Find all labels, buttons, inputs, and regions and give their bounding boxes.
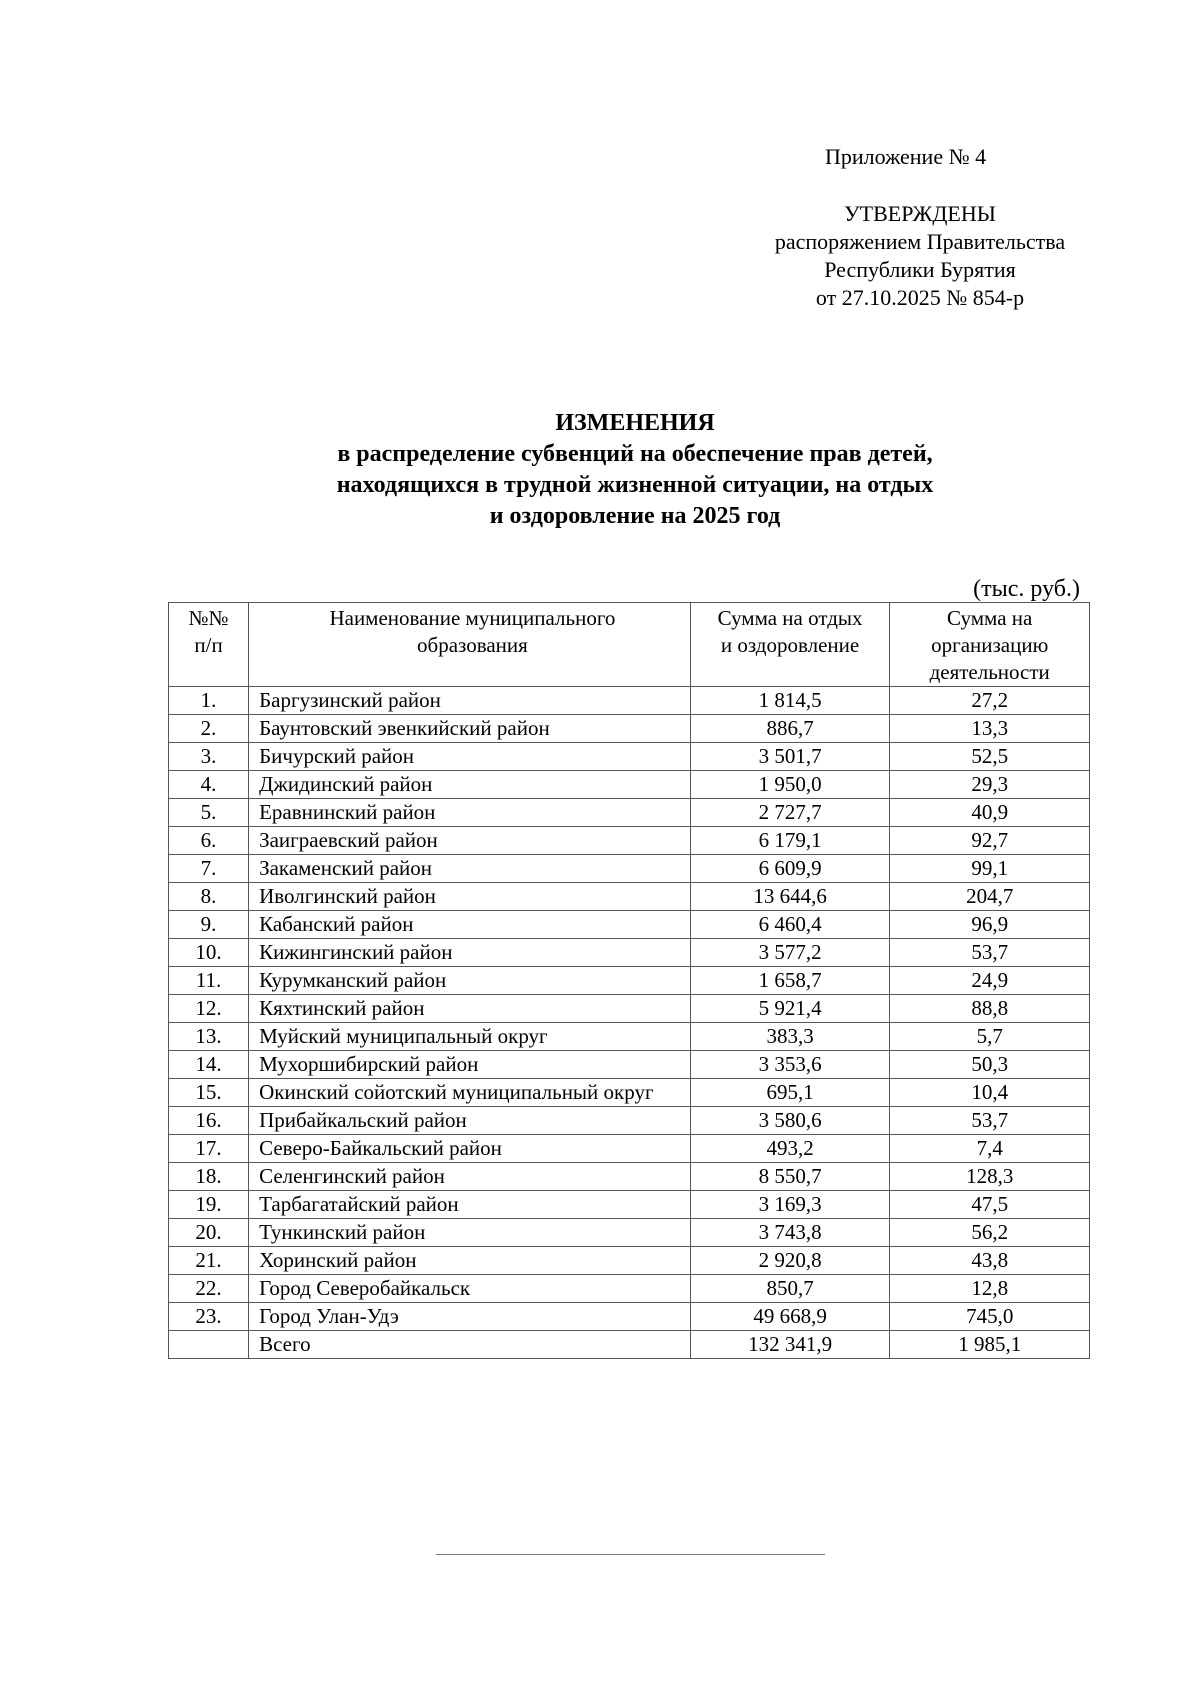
approval-line: от 27.10.2025 № 854-р	[815, 285, 1025, 310]
organization-sum-value: 52,5	[890, 743, 1090, 771]
organization-sum-value: 47,5	[890, 1191, 1090, 1219]
rest-sum-value: 1 950,0	[690, 771, 890, 799]
distribution-table	[168, 602, 1090, 1359]
rest-sum-value: 695,1	[690, 1079, 890, 1107]
row-number: 21.	[169, 1247, 249, 1275]
header-num	[169, 603, 249, 687]
row-number: 19.	[169, 1191, 249, 1219]
approval-line: распоряжением Правительства	[774, 229, 1066, 254]
table-row	[169, 799, 1090, 827]
table-body	[169, 687, 1090, 1359]
municipality-name: Кяхтинский район	[249, 995, 691, 1023]
organization-sum-value: 13,3	[890, 715, 1090, 743]
footer-divider	[436, 1554, 825, 1555]
rest-sum-value: 3 169,3	[690, 1191, 890, 1219]
rest-sum-value: 3 501,7	[690, 743, 890, 771]
municipality-name: Хоринский район	[249, 1247, 691, 1275]
rest-sum-value: 493,2	[690, 1135, 890, 1163]
table-row	[169, 771, 1090, 799]
header-num-line: п/п	[194, 633, 223, 657]
approval-line: Республики Бурятия	[824, 257, 1016, 282]
table-row	[169, 995, 1090, 1023]
organization-sum-value: 24,9	[890, 967, 1090, 995]
table-row	[169, 911, 1090, 939]
approval-block	[740, 200, 1100, 312]
organization-sum-value: 10,4	[890, 1079, 1090, 1107]
rest-sum-value: 886,7	[690, 715, 890, 743]
row-number: 8.	[169, 883, 249, 911]
row-number: 22.	[169, 1275, 249, 1303]
table-row	[169, 827, 1090, 855]
rest-sum-value: 1 658,7	[690, 967, 890, 995]
rest-sum-value: 1 814,5	[690, 687, 890, 715]
municipality-name: Еравнинский район	[249, 799, 691, 827]
municipality-name: Окинский сойотский муниципальный округ	[249, 1079, 691, 1107]
rest-sum-value: 850,7	[690, 1275, 890, 1303]
header-org-line: Сумма на	[947, 606, 1033, 630]
municipality-name: Город Северобайкальск	[249, 1275, 691, 1303]
approval-line: УТВЕРЖДЕНЫ	[844, 201, 996, 226]
municipality-name: Северо-Байкальский район	[249, 1135, 691, 1163]
organization-sum-value: 128,3	[890, 1163, 1090, 1191]
header-org	[890, 603, 1090, 687]
rest-sum-value: 383,3	[690, 1023, 890, 1051]
municipality-name: Бичурский район	[249, 743, 691, 771]
municipality-name: Тарбагатайский район	[249, 1191, 691, 1219]
table-header-row	[169, 603, 1090, 687]
table-row	[169, 1023, 1090, 1051]
table-row	[169, 1051, 1090, 1079]
rest-sum-value: 3 353,6	[690, 1051, 890, 1079]
table-row	[169, 967, 1090, 995]
table-row	[169, 1079, 1090, 1107]
table-row	[169, 1219, 1090, 1247]
municipality-name: Селенгинский район	[249, 1163, 691, 1191]
rest-sum-value: 2 727,7	[690, 799, 890, 827]
table-total-row	[169, 1331, 1090, 1359]
municipality-name: Курумканский район	[249, 967, 691, 995]
organization-sum-value: 96,9	[890, 911, 1090, 939]
municipality-name: Джидинский район	[249, 771, 691, 799]
table-row	[169, 1191, 1090, 1219]
row-number: 5.	[169, 799, 249, 827]
municipality-name: Тункинский район	[249, 1219, 691, 1247]
header-sum-line: и оздоровление	[720, 633, 860, 657]
organization-sum-value: 204,7	[890, 883, 1090, 911]
table-row	[169, 743, 1090, 771]
row-number	[169, 1331, 249, 1359]
organization-sum-value: 99,1	[890, 855, 1090, 883]
municipality-name: Заиграевский район	[249, 827, 691, 855]
row-number: 9.	[169, 911, 249, 939]
municipality-name: Закаменский район	[249, 855, 691, 883]
rest-sum-value: 6 179,1	[690, 827, 890, 855]
organization-sum-value: 43,8	[890, 1247, 1090, 1275]
row-number: 15.	[169, 1079, 249, 1107]
row-number: 16.	[169, 1107, 249, 1135]
header-org-line: организацию	[931, 633, 1049, 657]
organization-sum-value: 53,7	[890, 1107, 1090, 1135]
municipality-name: Всего	[249, 1331, 691, 1359]
table-row	[169, 939, 1090, 967]
table-row	[169, 1303, 1090, 1331]
table-row	[169, 1275, 1090, 1303]
organization-sum-value: 12,8	[890, 1275, 1090, 1303]
row-number: 18.	[169, 1163, 249, 1191]
organization-sum-value: 56,2	[890, 1219, 1090, 1247]
table-row	[169, 687, 1090, 715]
row-number: 13.	[169, 1023, 249, 1051]
row-number: 20.	[169, 1219, 249, 1247]
municipality-name: Баргузинский район	[249, 687, 691, 715]
row-number: 1.	[169, 687, 249, 715]
municipality-name: Мухоршибирский район	[249, 1051, 691, 1079]
organization-sum-value: 88,8	[890, 995, 1090, 1023]
rest-sum-value: 132 341,9	[690, 1331, 890, 1359]
row-number: 14.	[169, 1051, 249, 1079]
organization-sum-value: 7,4	[890, 1135, 1090, 1163]
rest-sum-value: 6 460,4	[690, 911, 890, 939]
row-number: 6.	[169, 827, 249, 855]
table-row	[169, 715, 1090, 743]
municipality-name: Иволгинский район	[249, 883, 691, 911]
municipality-name: Муйский муниципальный округ	[249, 1023, 691, 1051]
title-line: ИЗМЕНЕНИЯ	[555, 410, 715, 436]
organization-sum-value: 50,3	[890, 1051, 1090, 1079]
document-title	[200, 408, 1070, 532]
header-name	[249, 603, 691, 687]
table-row	[169, 1247, 1090, 1275]
row-number: 10.	[169, 939, 249, 967]
header-sum	[690, 603, 890, 687]
table-row	[169, 1107, 1090, 1135]
organization-sum-value: 27,2	[890, 687, 1090, 715]
organization-sum-value: 53,7	[890, 939, 1090, 967]
table-row	[169, 1135, 1090, 1163]
header-num-line: №№	[188, 606, 229, 630]
organization-sum-value: 1 985,1	[890, 1331, 1090, 1359]
table-row	[169, 1163, 1090, 1191]
header-org-line: деятельности	[929, 660, 1050, 684]
row-number: 7.	[169, 855, 249, 883]
organization-sum-value: 745,0	[890, 1303, 1090, 1331]
organization-sum-value: 40,9	[890, 799, 1090, 827]
organization-sum-value: 5,7	[890, 1023, 1090, 1051]
header-sum-line: Сумма на отдых	[717, 606, 863, 630]
title-line: и оздоровление на 2025 год	[489, 503, 781, 529]
municipality-name: Город Улан-Удэ	[249, 1303, 691, 1331]
header-name-line: Наименование муниципального	[329, 606, 616, 630]
appendix-number: Приложение № 4	[825, 144, 987, 169]
row-number: 23.	[169, 1303, 249, 1331]
title-line: в распределение субвенций на обеспечение прав детей,	[337, 441, 933, 467]
rest-sum-value: 5 921,4	[690, 995, 890, 1023]
municipality-name: Прибайкальский район	[249, 1107, 691, 1135]
organization-sum-value: 29,3	[890, 771, 1090, 799]
rest-sum-value: 13 644,6	[690, 883, 890, 911]
row-number: 4.	[169, 771, 249, 799]
municipality-name: Кабанский район	[249, 911, 691, 939]
title-line: находящихся в трудной жизненной ситуации, на отдых	[336, 472, 934, 498]
rest-sum-value: 49 668,9	[690, 1303, 890, 1331]
table-row	[169, 855, 1090, 883]
row-number: 2.	[169, 715, 249, 743]
header-name-line: образования	[417, 633, 528, 657]
rest-sum-value: 3 743,8	[690, 1219, 890, 1247]
rest-sum-value: 3 577,2	[690, 939, 890, 967]
row-number: 3.	[169, 743, 249, 771]
row-number: 17.	[169, 1135, 249, 1163]
row-number: 12.	[169, 995, 249, 1023]
rest-sum-value: 6 609,9	[690, 855, 890, 883]
row-number: 11.	[169, 967, 249, 995]
units-label: (тыс. руб.)	[973, 576, 1080, 602]
organization-sum-value: 92,7	[890, 827, 1090, 855]
municipality-name: Баунтовский эвенкийский район	[249, 715, 691, 743]
rest-sum-value: 3 580,6	[690, 1107, 890, 1135]
municipality-name: Кижингинский район	[249, 939, 691, 967]
rest-sum-value: 8 550,7	[690, 1163, 890, 1191]
rest-sum-value: 2 920,8	[690, 1247, 890, 1275]
table-row	[169, 883, 1090, 911]
